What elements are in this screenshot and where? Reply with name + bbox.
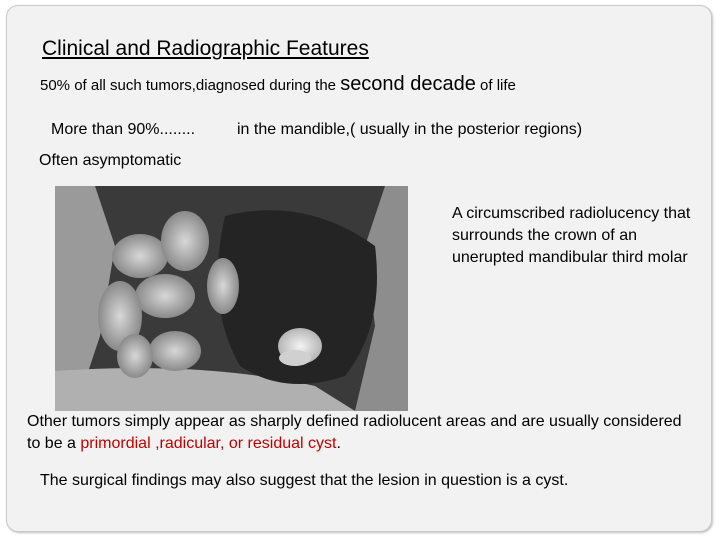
other-tumors-statement (27, 411, 697, 455)
radiograph-image (55, 186, 408, 411)
other-tumors-part2: . (336, 435, 341, 452)
percentage-statement: More than 90%........ (51, 121, 196, 138)
slide (6, 5, 712, 532)
slide-title: Clinical and Radiographic Features (42, 37, 369, 60)
symptom-statement: Often asymptomatic (39, 152, 182, 169)
cyst-types-highlight: primordial ,radicular, or residual cyst (80, 435, 337, 452)
age-statement (40, 73, 516, 96)
surgical-findings-statement: The surgical findings may also suggest that the lesion in question is a cyst. (40, 472, 569, 489)
age-statement-part3: of life (475, 77, 516, 94)
location-statement: in the mandible,( usually in the posterior regions) (237, 121, 583, 138)
other-tumors-part1: Other tumors simply appear as sharply defined radiolucent areas and are usually considered to be a (27, 413, 682, 452)
image-caption: A circumscribed radiolucency that surrounds the crown of an unerupted mandibular third molar (452, 205, 691, 266)
age-statement-emphasis: second decade (340, 73, 476, 95)
age-statement-part1: 50% of all such tumors,diagnosed during the (40, 77, 341, 94)
